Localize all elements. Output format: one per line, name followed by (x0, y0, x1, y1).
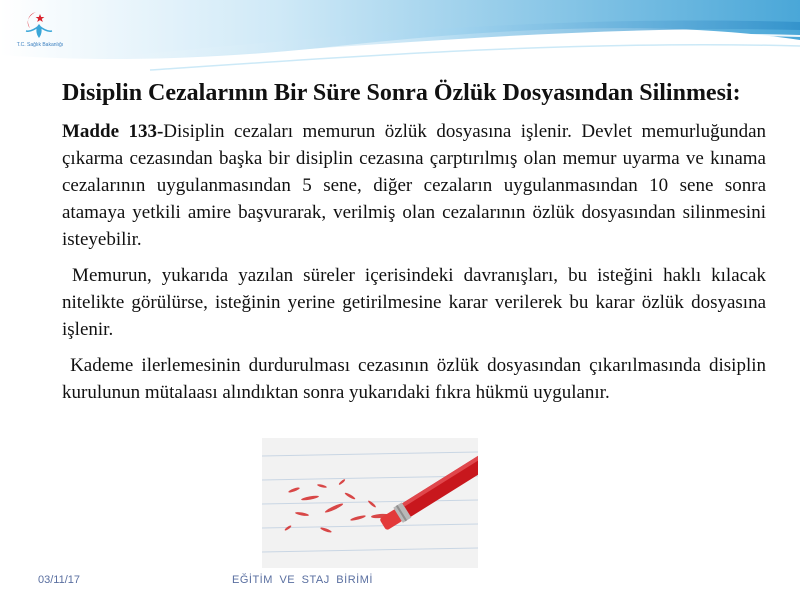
slide-content (62, 78, 771, 415)
ministry-logo (6, 4, 72, 70)
paragraph-memurun: Memurun, yukarıda yazılan süreler içerisindeki davranışları, bu isteğini haklı kılacak nitelikte görülürse, isteğinin yerine getirilmesine karar verilerek bu karar özlük dosyasına işlenir. (62, 265, 771, 340)
header-wave-band (0, 0, 800, 80)
logo-text: T.C. Sağlık Bakanlığı (16, 42, 64, 48)
paragraph-text: Disiplin cezaları memurun özlük dosyasına işlenir. Devlet memurluğundan çıkarma cezasından başka bir disiplin cezasına çarptırılmış olan memur uyarma ve kınama cezalarının uygulanmasından 5 sene, diğer cezaların uygulanmasından 10 sene sonra atamaya yetkili amire başvurarak, verilmiş olan cezalarının özlük dosyasından silinmesini isteyebilir. (62, 121, 766, 250)
paragraph-kademe: Kademe ilerlemesinin durdurulması cezasının özlük dosyasından çıkarılmasında disiplin kurulunun mütalaası alındıktan sonra yukarıdaki fıkra hükmü uygulanır. (62, 355, 771, 403)
article-number: Madde 133- (62, 121, 164, 142)
pencil-eraser-photo (262, 438, 478, 568)
footer-date: 03/11/17 (38, 574, 81, 586)
footer-unit-name: EĞİTİM VE STAJ BİRİMİ (232, 574, 373, 586)
slide-title: Disiplin Cezalarının Bir Süre Sonra Özlük Dosyasından Silinmesi: (62, 80, 741, 106)
paragraph-madde-133 (62, 118, 766, 253)
